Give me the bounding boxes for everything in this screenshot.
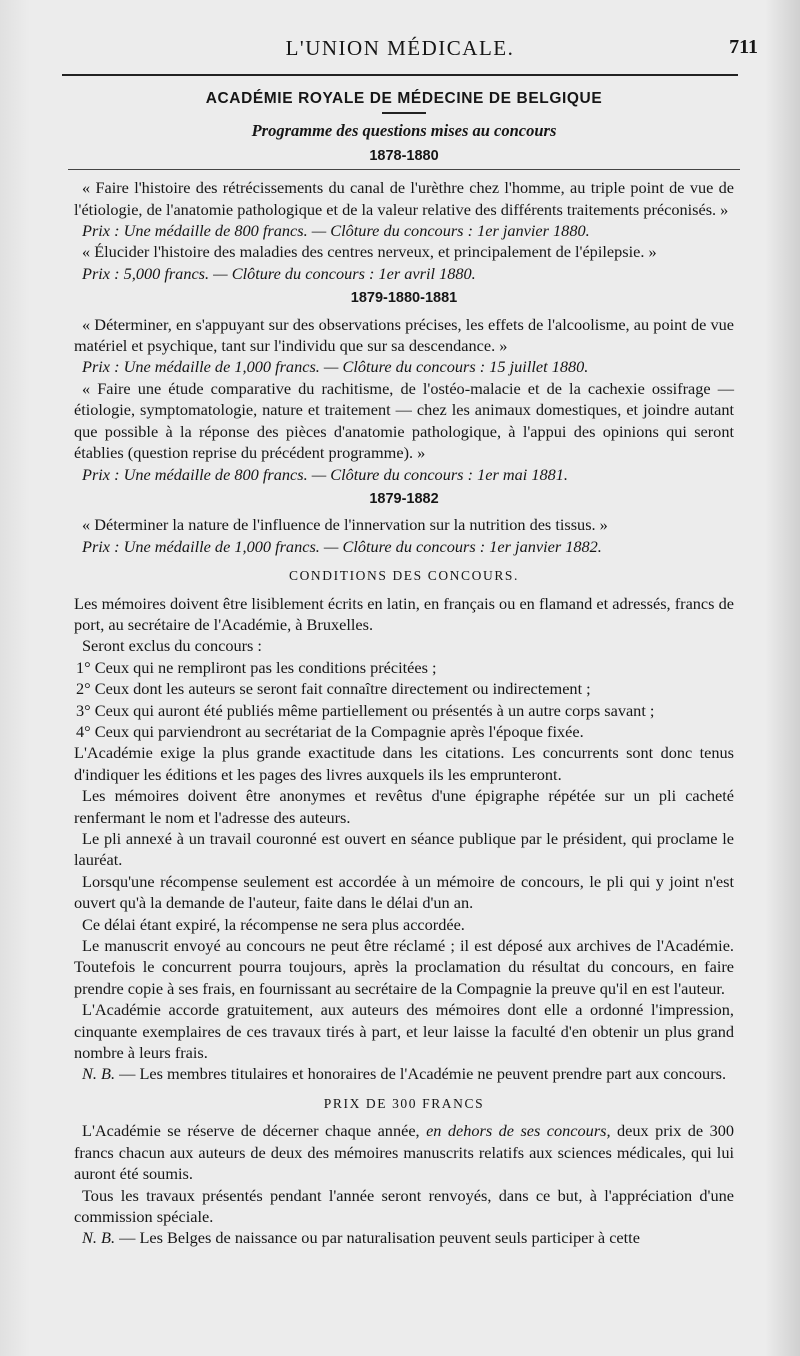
period-heading-3: 1879-1882 — [369, 490, 439, 507]
prize-line — [74, 263, 734, 284]
period-heading-1: 1878-1880 — [68, 146, 740, 170]
question-text: « Faire une étude comparative du rachitisme, de l'ostéo-malacie et de la cachexie ossifrage — étiologie, symptomatologie, nature et traitement — chez les animaux domestiques, et joindre autant que possible à la réponse des pièces d'anatomie pathologique, à l'appui des opinions qui seront établies (question reprise du précédent programme). » — [74, 378, 734, 463]
list-item: 3° Ceux qui auront été publiés même partiellement ou présentés à un autre corps savant ; — [76, 700, 655, 720]
list-item: 4° Ceux qui parviendront au secrétariat de la Compagnie après l'époque fixée. — [76, 721, 584, 741]
note-label: N. B. — [82, 1064, 116, 1084]
paragraph — [74, 1120, 734, 1184]
emphasis: en dehors de ses concours, — [426, 1121, 611, 1141]
paragraph: Le pli annexé à un travail couronné est ouvert en séance publique par le président, qui proclame le lauréat. — [74, 829, 734, 870]
academy-title: ACADÉMIE ROYALE DE MÉDECINE DE BELGIQUE — [205, 90, 603, 107]
list-item: 1° Ceux qui ne rempliront pas les conditions précitées ; — [76, 657, 437, 677]
text-span: L'Académie se réserve de décerner chaque année, — [82, 1121, 420, 1141]
prize-label: Prix : — [82, 263, 120, 283]
running-header — [0, 34, 800, 64]
prize-detail: Une médaille de 800 francs. — Clôture du concours : 1er janvier 1880. — [123, 221, 590, 241]
prize-detail: Une médaille de 1,000 francs. — Clôture du concours : 15 juillet 1880. — [123, 357, 589, 377]
prize-label: Prix : — [82, 464, 120, 484]
period-heading-2: 1879-1880-1881 — [350, 290, 458, 307]
prize-line — [74, 536, 734, 557]
question-text: « Faire l'histoire des rétrécissements du canal de l'urèthre chez l'homme, au triple point de vue de l'étiologie, de l'anatomie pathologique et de la valeur relative des différents traitements préconisés. » — [74, 178, 734, 219]
prize-detail: Une médaille de 1,000 francs. — Clôture du concours : 1er janvier 1882. — [123, 536, 602, 556]
paragraph: Les mémoires doivent être anonymes et revêtus d'une épigraphe répétée sur un pli cacheté renfermant le nom et l'adresse des auteurs. — [74, 786, 734, 827]
question-text: « Déterminer, en s'appuyant sur des observations précises, les effets de l'alcoolisme, au point de vue matériel et psychique, tant sur l'individu que sur sa descendance. » — [74, 314, 734, 356]
paragraph: L'Académie exige la plus grande exactitude dans les citations. Les concurrents sont donc tenus d'indiquer les éditions et les pages des livres auxquels ils les emprunteront. — [74, 743, 734, 784]
note-paragraph — [74, 1227, 734, 1248]
paragraph: Ce délai étant expiré, la récompense ne sera plus accordée. — [82, 914, 465, 934]
question-text: « Déterminer la nature de l'influence de l'innervation sur la nutrition des tissus. » — [82, 515, 608, 535]
prize-line — [74, 220, 734, 241]
running-title: L'UNION MÉDICALE. — [285, 36, 515, 60]
question-text: « Élucider l'histoire des maladies des centres nerveux, et principalement de l'épilepsie. » — [82, 242, 657, 262]
note-label: N. B. — [82, 1228, 116, 1248]
prize-line — [74, 464, 734, 485]
programme-subtitle: Programme des questions mises au concours — [251, 121, 557, 141]
paragraph: Seront exclus du concours : — [82, 636, 262, 656]
paragraph: Les mémoires doivent être lisiblement écrits en latin, en français ou en flamand et adressés, francs de port, au secrétaire de l'Académie, à Bruxelles. — [74, 593, 734, 634]
header-rule — [62, 74, 738, 76]
note-paragraph — [74, 1063, 734, 1084]
prize-label: Prix : — [82, 536, 120, 556]
note-text: — Les membres titulaires et honoraires de l'Académie ne peuvent prendre part aux concours. — [119, 1064, 727, 1084]
prize-detail: 5,000 francs. — Clôture du concours : 1er avril 1880. — [123, 263, 476, 283]
note-text: — Les Belges de naissance ou par naturalisation peuvent seuls participer à cette — [119, 1228, 640, 1248]
paragraph: Le manuscrit envoyé au concours ne peut être réclamé ; il est déposé aux archives de l'Académie. Toutefois le concurrent pourra toujours, après la proclamation du résultat du concours, en faire prendre copie à ses frais, en fournissant au secrétaire de la Compagnie la preuve qu'il en est l'auteur. — [74, 936, 734, 998]
title-rule — [382, 112, 426, 114]
conditions-heading: CONDITIONS DES CONCOURS. — [288, 568, 520, 584]
list-item: 2° Ceux dont les auteurs se seront fait connaître directement ou indirectement ; — [76, 679, 591, 699]
text-span: deux prix de 300 francs chacun aux auteurs de deux des mémoires manuscrits relatifs aux sciences médicales, qui lui auront été soumis. — [74, 1121, 735, 1184]
prize-line — [74, 356, 734, 377]
paragraph: Lorsqu'une récompense seulement est accordée à un mémoire de concours, le pli qui y joint n'est ouvert qu'à la demande de l'auteur, faite dans le délai d'un an. — [74, 871, 734, 913]
prize-heading: PRIX DE 300 FRANCS — [323, 1095, 485, 1111]
prize-detail: Une médaille de 800 francs. — Clôture du concours : 1er mai 1881. — [123, 464, 568, 484]
prize-label: Prix : — [82, 357, 120, 377]
page-number: 711 — [729, 36, 758, 58]
prize-label: Prix : — [82, 221, 120, 241]
paragraph: Tous les travaux présentés pendant l'année seront renvoyés, dans ce but, à l'appréciation d'une commission spéciale. — [74, 1185, 734, 1226]
paragraph: L'Académie accorde gratuitement, aux auteurs des mémoires dont elle a ordonné l'impression, cinquante exemplaires de ces travaux tirés à part, et leur laisse la faculté d'en obtenir un plus grand nombre à leurs frais. — [74, 1000, 734, 1063]
article-body — [74, 84, 734, 1249]
